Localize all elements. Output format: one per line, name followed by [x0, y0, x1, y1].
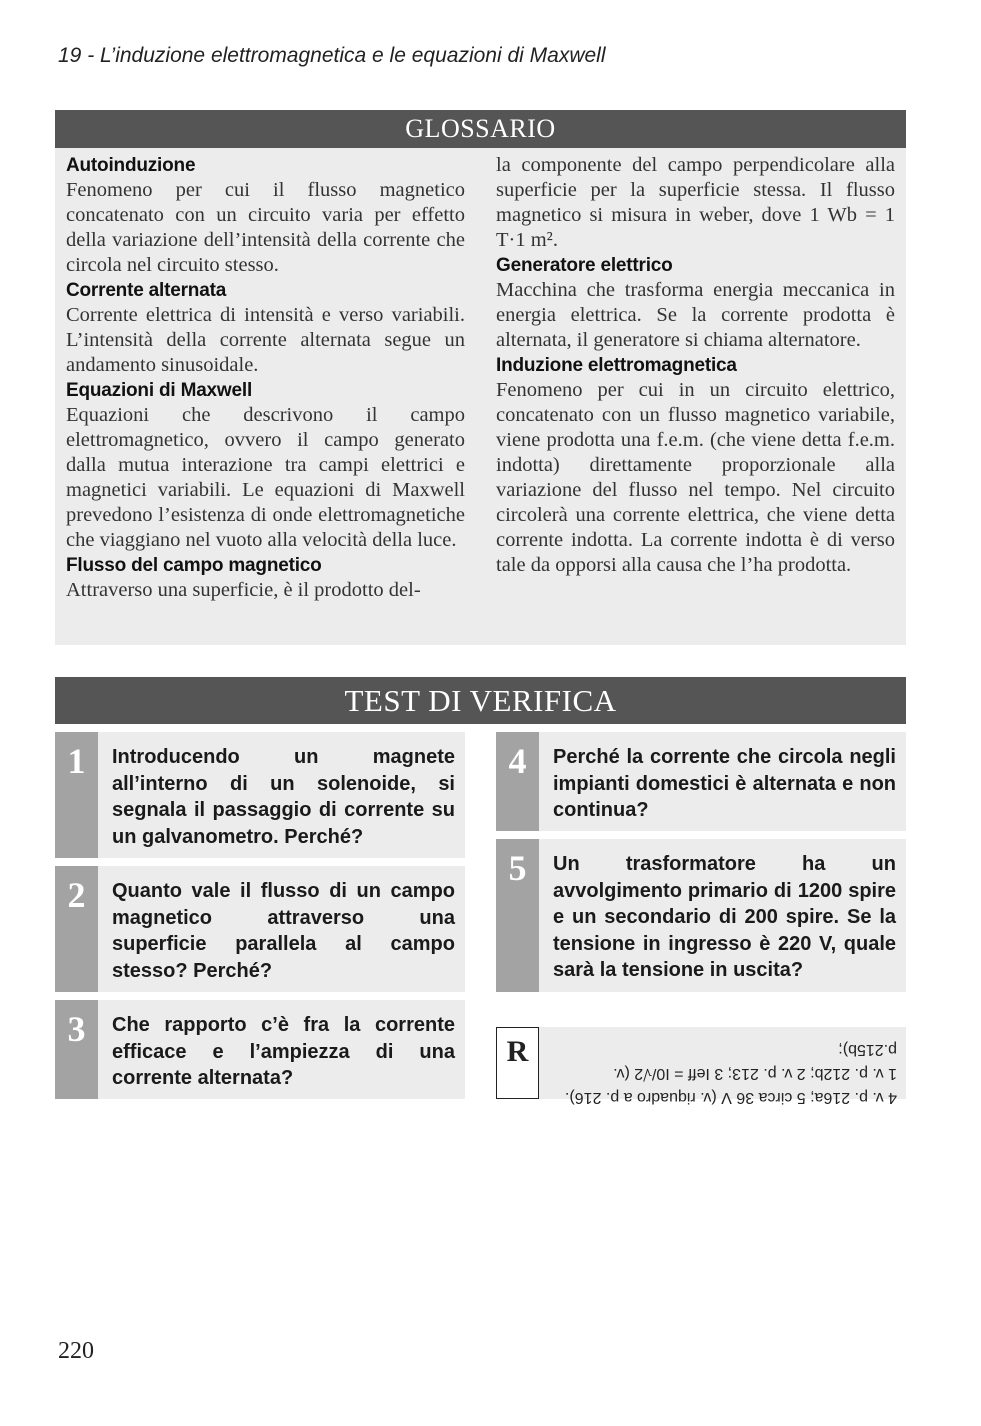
question-text: Perché la corrente che circola negli impianti domestici è alternata e non continua?	[553, 746, 896, 821]
glossary-definition: Attraverso una superficie, è il prodotto del-	[66, 579, 421, 601]
running-header: 19 - L’induzione elettromagnetica e le equazioni di Maxwell	[58, 44, 606, 67]
glossary-definition: Macchina che trasforma energia meccanica in energia elettrica. Se la corrente prodotta è alternata, il generatore si chiama alternatore.	[496, 279, 895, 351]
question-3	[55, 1000, 465, 1099]
question-number: 1	[55, 732, 98, 858]
glossary-term: Equazioni di Maxwell	[66, 380, 253, 401]
glossary-term: Generatore elettrico	[496, 255, 673, 276]
glossary-title: GLOSSARIO	[55, 110, 906, 148]
glossary-definition: Equazioni che descrivono il campo elettromagnetico, ovvero il campo generato dalla mutua interazione tra campi elettrici e magnetici variabili. Le equazioni di Maxwell prevedono l’esistenza di onde elettromagnetiche che viaggiano nel vuoto alla velocità della luce.	[66, 404, 465, 551]
question-text: Che rapporto c’è fra la corrente efficace e l’ampiezza di una corrente alternata?	[112, 1014, 455, 1089]
glossary-term: Flusso del campo magnetico	[66, 555, 322, 576]
answers-upside-down	[552, 1037, 897, 1109]
question-4	[496, 732, 906, 831]
question-number: 5	[496, 839, 539, 992]
test-title: TEST DI VERIFICA	[55, 677, 906, 724]
page-number: 220	[58, 1338, 94, 1364]
answers-label: R	[496, 1027, 539, 1099]
glossary-definition-continued: la componente del campo perpendicolare alla superficie per la superficie stessa. Il flusso magnetico si misura in weber, dove 1 Wb = 1 T·1 m².	[496, 154, 895, 251]
question-5	[496, 839, 906, 992]
glossary-column-left	[66, 153, 465, 603]
answers-box	[496, 1027, 906, 1106]
question-text: Introducendo un magnete all’interno di un solenoide, si segnala il passaggio di corrente su un galvanometro. Perché?	[112, 746, 455, 848]
question-number: 3	[55, 1000, 98, 1099]
question-2	[55, 866, 465, 992]
question-text: Un trasformatore ha un avvolgimento primario di 1200 spire e un secondario di 200 spire. Se la tensione in ingresso è 220 V, quale sarà la tensione in uscita?	[553, 853, 896, 981]
question-number: 4	[496, 732, 539, 831]
question-1	[55, 732, 465, 858]
glossary-definition: Fenomeno per cui il flusso magnetico concatenato con un circuito varia per effetto della variazione dell’intensità della corrente che circola nel circuito stesso.	[66, 179, 465, 276]
question-number: 2	[55, 866, 98, 992]
glossary-definition: Corrente elettrica di intensità e verso variabili. L’intensità della corrente alternata segue un andamento sinusoidale.	[66, 304, 465, 376]
question-text: Quanto vale il flusso di un campo magnetico attraverso una superficie parallela al campo stesso? Perché?	[112, 880, 455, 982]
glossary-column-right	[496, 153, 895, 578]
answers-line-1: 1 v. p. 212b; 2 v. p. 213; 3 Ieff = I0/√2 (v. p.215b);	[613, 1041, 897, 1082]
glossary-term: Induzione elettromagnetica	[496, 355, 737, 376]
glossary-term: Corrente alternata	[66, 280, 227, 301]
answers-line-2: 4 v. p. 216a; 5 circa 36 V (v. riquadro a p. 216).	[564, 1089, 897, 1106]
glossary-term: Autoinduzione	[66, 155, 196, 176]
glossary-definition: Fenomeno per cui in un circuito elettrico, concatenato con un flusso magnetico variabile, viene prodotta una f.e.m. (che viene detta f.e.m. indotta) direttamente proporzionale alla variazione del flusso nel tempo. Nel circuito circolerà una corrente elettrica, che viene detta corrente indotta. La corrente indotta è di verso tale da opporsi alla causa che l’ha prodotta.	[496, 379, 895, 576]
